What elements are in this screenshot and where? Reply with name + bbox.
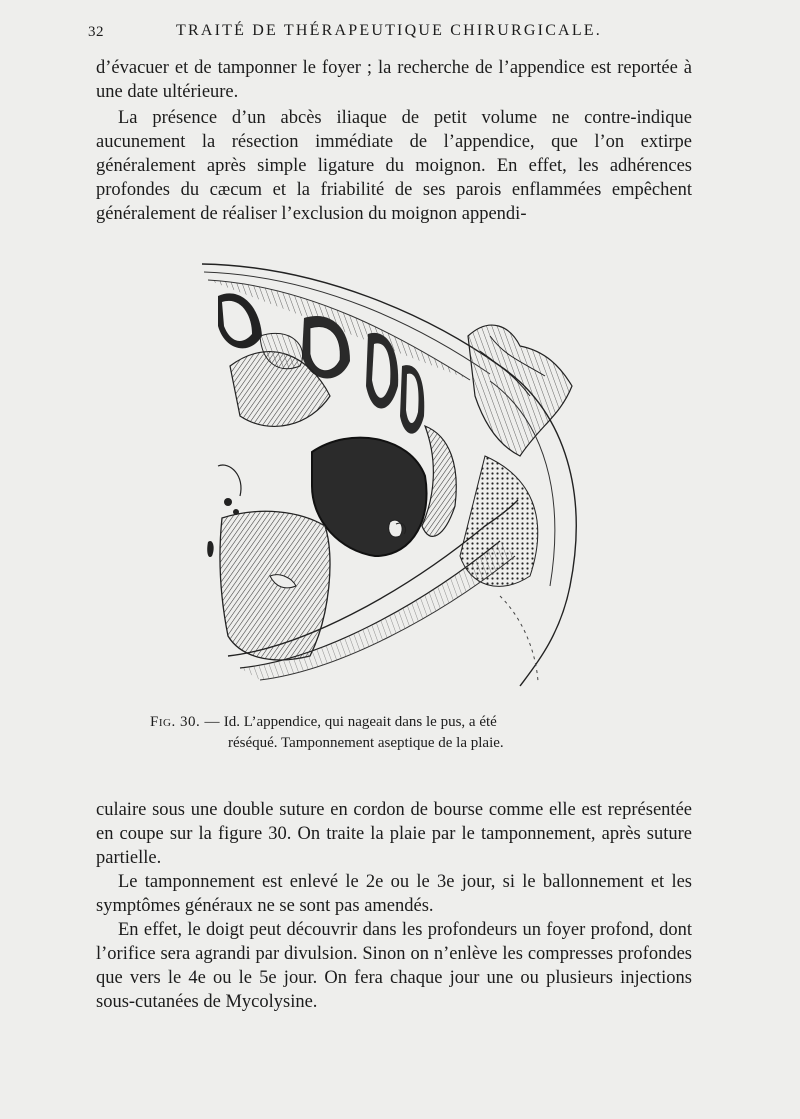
paragraph-doigt: En effet, le doigt peut découvrir dans les profondeurs un foyer profond, dont l’orifice sera agrandi par divulsion. Sinon on n’enlève les compresses profondes que vers le 4e ou le 5e jour. On fera chaque jour une ou plusieurs injections sous-cutanées de Mycolysine. bbox=[96, 920, 692, 1012]
paragraph-abscess: La présence d’un abcès iliaque de petit volume ne contre-indique aucunement la résection immédiate de l’appendice, que l’on extirpe généralement après simple ligature du moignon. En effet, les adhérences profondes du cæcum et la friabilité de ses parois enflammées empêchent généralement de réaliser l’exclusion du moignon appendi- bbox=[96, 108, 692, 224]
running-title: TRAITÉ DE THÉRAPEUTIQUE CHIRURGICALE. bbox=[176, 22, 602, 39]
page-number: 32 bbox=[88, 24, 104, 40]
anatomical-illustration bbox=[200, 256, 590, 688]
paragraph-tamponnement: Le tamponnement est enlevé le 2e ou le 3e jour, si le ballonnement et les symptômes généraux ne se sont pas amendés. bbox=[96, 872, 692, 916]
figure-label: Fig. 30. — bbox=[150, 714, 220, 730]
figure-caption bbox=[150, 712, 680, 754]
caption-line-1: Id. L’appendice, qui nageait dans le pus, a été bbox=[223, 714, 497, 730]
paragraph-suture: culaire sous une double suture en cordon de bourse comme elle est représentée en coupe sur la figure 30. On traite la plaie par le tamponnement, après suture partielle. bbox=[96, 800, 692, 868]
caption-line-2: réséqué. Tamponnement aseptique de la plaie. bbox=[228, 735, 504, 751]
paragraph-continuation: d’évacuer et de tamponner le foyer ; la recherche de l’appendice est reportée à une date ultérieure. bbox=[96, 58, 692, 102]
anatomical-drawing bbox=[200, 256, 590, 688]
